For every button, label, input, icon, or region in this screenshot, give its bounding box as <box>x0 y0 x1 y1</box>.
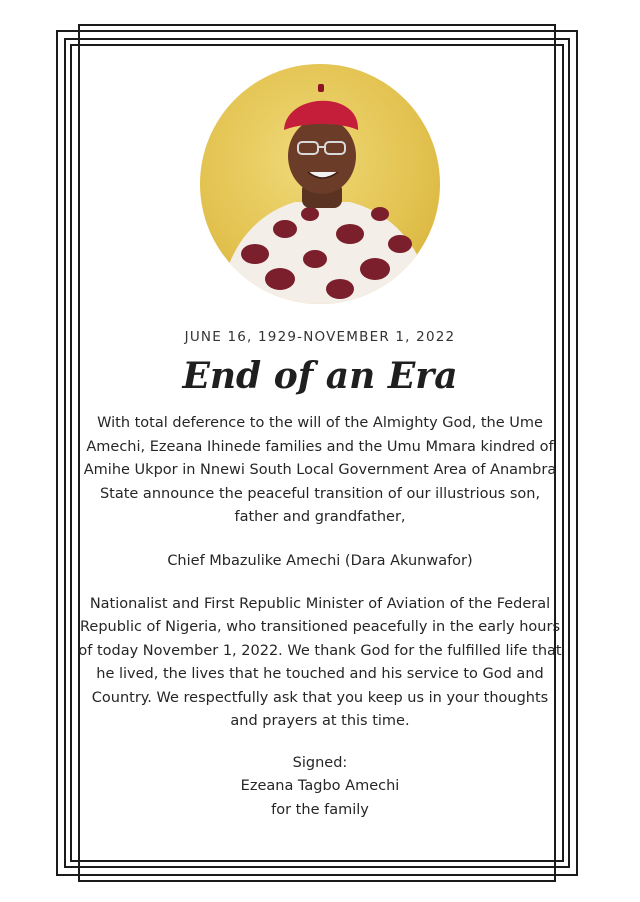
portrait-illustration <box>200 64 440 304</box>
announcement-content <box>78 326 562 822</box>
signature-block <box>78 752 562 823</box>
body-paragraph: Nationalist and First Republic Minister of Aviation of the Federal Republic of Nigeria, who transitioned peacefully in the early hours of today November 1, 2022. We thank God for the fulfilled life that he lived, the lives that he touched and his service to God and Country. We respectfully ask that you keep us in your thoughts and prayers at this time. <box>78 595 562 729</box>
life-dates: JUNE 16, 1929-NOVEMBER 1, 2022 <box>184 329 456 345</box>
signer-note: for the family <box>271 801 369 818</box>
intro-paragraph: With total deference to the will of the Almighty God, the Ume Amechi, Ezeana Ihinede families and the Umu Mmara kindred of Amihe Ukpor in Nnewi South Local Government Area of Anambra State announce the peaceful transition of our illustrious son, father and grandfather, <box>83 415 557 525</box>
portrait-photo <box>200 64 440 304</box>
page-title: End of an Era <box>182 355 458 397</box>
honoree-name: Chief Mbazulike Amechi (Dara Akunwafor) <box>167 552 473 569</box>
signer-name: Ezeana Tagbo Amechi <box>240 778 400 794</box>
signed-label: Signed: <box>292 754 348 771</box>
